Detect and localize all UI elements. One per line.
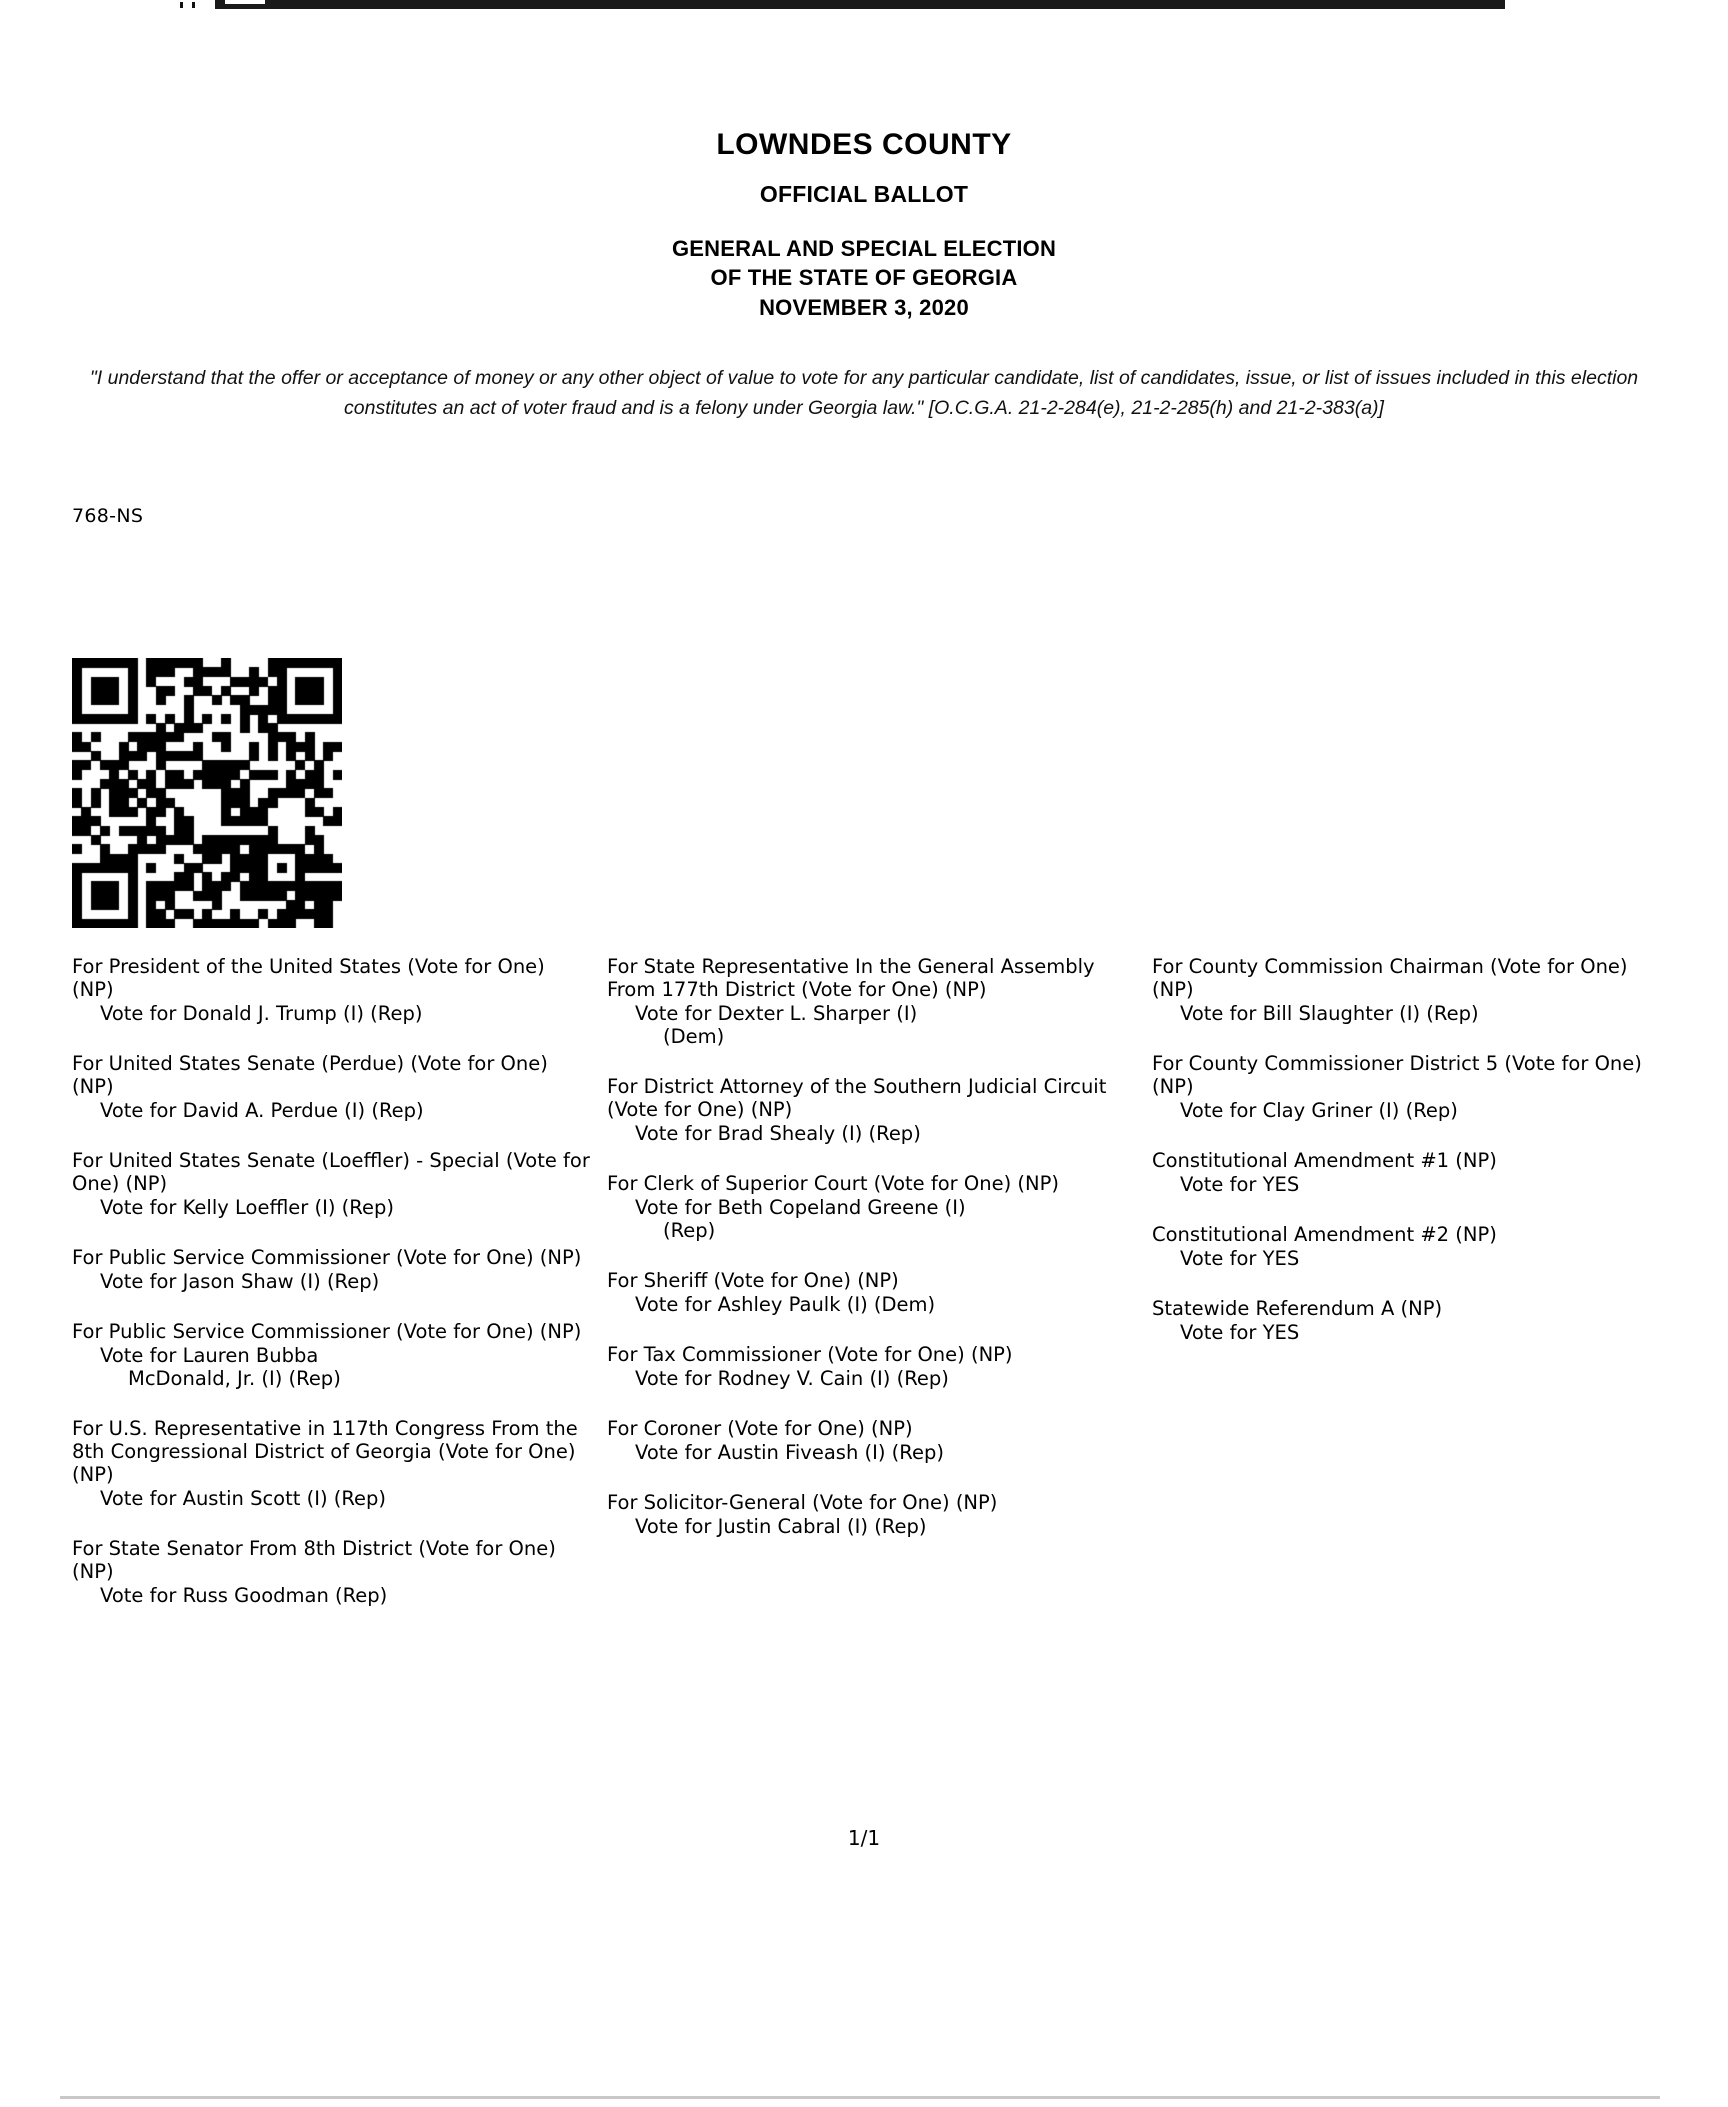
contest (607, 1172, 1137, 1242)
contest-title: For United States Senate (Perdue) (Vote for One) (NP) (72, 1052, 548, 1098)
contest-title: For Coroner (Vote for One) (NP) (607, 1417, 913, 1440)
selected-choice (1152, 1321, 1662, 1344)
scan-artifact-top-gap (225, 0, 265, 4)
selected-choice-text: Vote for YES (1180, 1321, 1300, 1344)
selected-choice (607, 1122, 1137, 1145)
selected-choice (72, 1099, 590, 1122)
selected-choice-text: Vote for YES (1180, 1247, 1300, 1270)
contest (72, 1246, 590, 1293)
contest (1152, 955, 1662, 1025)
scan-artifact-tick (180, 2, 183, 8)
selected-choice (607, 1367, 1137, 1390)
contest-title: For Tax Commissioner (Vote for One) (NP) (607, 1343, 1013, 1366)
selected-choice-text: Vote for Clay Griner (I) (Rep) (1180, 1099, 1458, 1122)
contest-column-3 (1152, 955, 1662, 1371)
selected-choice-text: Vote for Donald J. Trump (I) (Rep) (100, 1002, 423, 1025)
scan-artifact-tick (192, 2, 195, 8)
election-name-line1: GENERAL AND SPECIAL ELECTION (671, 236, 1057, 261)
contest (72, 1417, 590, 1510)
selected-choice (72, 1487, 590, 1510)
scan-artifact-top (215, 0, 1505, 9)
selected-choice-text: Vote for Justin Cabral (I) (Rep) (635, 1515, 927, 1538)
contest-title: Constitutional Amendment #2 (NP) (1152, 1223, 1497, 1246)
ballot-id-label: 768-NS (72, 505, 144, 527)
selected-choice (1152, 1173, 1662, 1196)
contest-title: For County Commission Chairman (Vote for One) (NP) (1152, 955, 1628, 1001)
selected-choice-text: Vote for Brad Shealy (I) (Rep) (635, 1122, 921, 1145)
county-title: LOWNDES COUNTY (716, 128, 1012, 161)
contest-title: For President of the United States (Vote for One) (NP) (72, 955, 545, 1001)
page-number: 1/1 (847, 1826, 881, 1850)
contest (72, 1537, 590, 1607)
selected-choice (607, 1293, 1137, 1316)
selected-choice-text: Vote for Dexter L. Sharper (I) (635, 1002, 918, 1025)
election-name-line2: OF THE STATE OF GEORGIA (710, 265, 1018, 291)
contest (72, 1320, 590, 1390)
selected-choice-text: Vote for Beth Copeland Greene (I) (635, 1196, 966, 1219)
selected-choice-text: Vote for Bill Slaughter (I) (Rep) (1180, 1002, 1479, 1025)
selected-choice-text: Vote for Jason Shaw (I) (Rep) (100, 1270, 380, 1293)
selected-choice-text: Vote for Kelly Loeffler (I) (Rep) (100, 1196, 394, 1219)
selected-choice (1152, 1099, 1662, 1122)
contest (1152, 1052, 1662, 1122)
selected-choice-text: Vote for Ashley Paulk (I) (Dem) (635, 1293, 936, 1316)
selected-choice (72, 1002, 590, 1025)
selected-choice (607, 1441, 1137, 1464)
contest-title: For Public Service Commissioner (Vote for One) (NP) (72, 1246, 582, 1269)
selected-choice-text: Vote for David A. Perdue (I) (Rep) (100, 1099, 424, 1122)
contest (72, 955, 590, 1025)
official-ballot-label: OFFICIAL BALLOT (759, 181, 969, 207)
contest (607, 1075, 1137, 1145)
selected-choice-text: Vote for Russ Goodman (Rep) (100, 1584, 388, 1607)
contest-column-2 (607, 955, 1137, 1565)
selected-choice (607, 1196, 1137, 1242)
contest-title: For Public Service Commissioner (Vote for One) (NP) (72, 1320, 582, 1343)
contest-column-1 (72, 955, 590, 1634)
contest-title: For Clerk of Superior Court (Vote for One) (NP) (607, 1172, 1059, 1195)
election-date: NOVEMBER 3, 2020 (759, 294, 969, 320)
contest-title: For District Attorney of the Southern Judicial Circuit (Vote for One) (NP) (607, 1075, 1107, 1121)
selected-choice (72, 1344, 590, 1390)
selected-choice (72, 1584, 590, 1607)
contest-title: Statewide Referendum A (NP) (1152, 1297, 1443, 1320)
contest (607, 1343, 1137, 1390)
contest (607, 1269, 1137, 1316)
contest-columns (72, 955, 1662, 1755)
contest (607, 1417, 1137, 1464)
selected-choice (72, 1196, 590, 1219)
selected-choice-text: Vote for YES (1180, 1173, 1300, 1196)
voter-fraud-oath-text: "I understand that the offer or acceptance of money or any other object of value to vote for any particular candidate, list of candidates, issue, or list of issues included in this election constitutes an act of voter fraud and is a felony under Georgia law." [O.C.G.A. 21-2-284(e), 21-2-285(h) and 21-2-383(a)] (89, 367, 1639, 419)
contest-title: Constitutional Amendment #1 (NP) (1152, 1149, 1497, 1172)
contest-title: For State Senator From 8th District (Vote for One) (NP) (72, 1537, 556, 1583)
selected-choice-text: Vote for Lauren Bubba (100, 1344, 319, 1367)
selected-choice-text-continued: McDonald, Jr. (I) (Rep) (128, 1367, 341, 1390)
ballot-qr-code (72, 658, 342, 928)
contest-title: For Sheriff (Vote for One) (NP) (607, 1269, 899, 1292)
contest-title: For United States Senate (Loeffler) - Special (Vote for One) (NP) (72, 1149, 590, 1195)
selected-choice (1152, 1002, 1662, 1025)
selected-choice-text: Vote for Austin Fiveash (I) (Rep) (635, 1441, 944, 1464)
ballot-header (0, 128, 1728, 322)
contest (607, 1491, 1137, 1538)
contest (607, 955, 1137, 1048)
contest-title: For Solicitor-General (Vote for One) (NP) (607, 1491, 998, 1514)
contest (1152, 1223, 1662, 1270)
selected-choice-text-continued: (Rep) (663, 1219, 716, 1242)
contest (1152, 1149, 1662, 1196)
selected-choice (72, 1270, 590, 1293)
contest-title: For County Commissioner District 5 (Vote for One) (NP) (1152, 1052, 1642, 1098)
contest-title: For State Representative In the General Assembly From 177th District (Vote for One) (NP) (607, 955, 1095, 1001)
selected-choice-text: Vote for Austin Scott (I) (Rep) (100, 1487, 387, 1510)
selected-choice-text-continued: (Dem) (663, 1025, 725, 1048)
scan-artifact-bottom (60, 2096, 1660, 2099)
selected-choice (607, 1002, 1137, 1048)
selected-choice-text: Vote for Rodney V. Cain (I) (Rep) (635, 1367, 949, 1390)
contest (72, 1052, 590, 1122)
contest-title: For U.S. Representative in 117th Congress From the 8th Congressional District of Georgia (Vote for One) (NP) (72, 1417, 578, 1486)
contest (1152, 1297, 1662, 1344)
contest (72, 1149, 590, 1219)
selected-choice (1152, 1247, 1662, 1270)
selected-choice (607, 1515, 1137, 1538)
